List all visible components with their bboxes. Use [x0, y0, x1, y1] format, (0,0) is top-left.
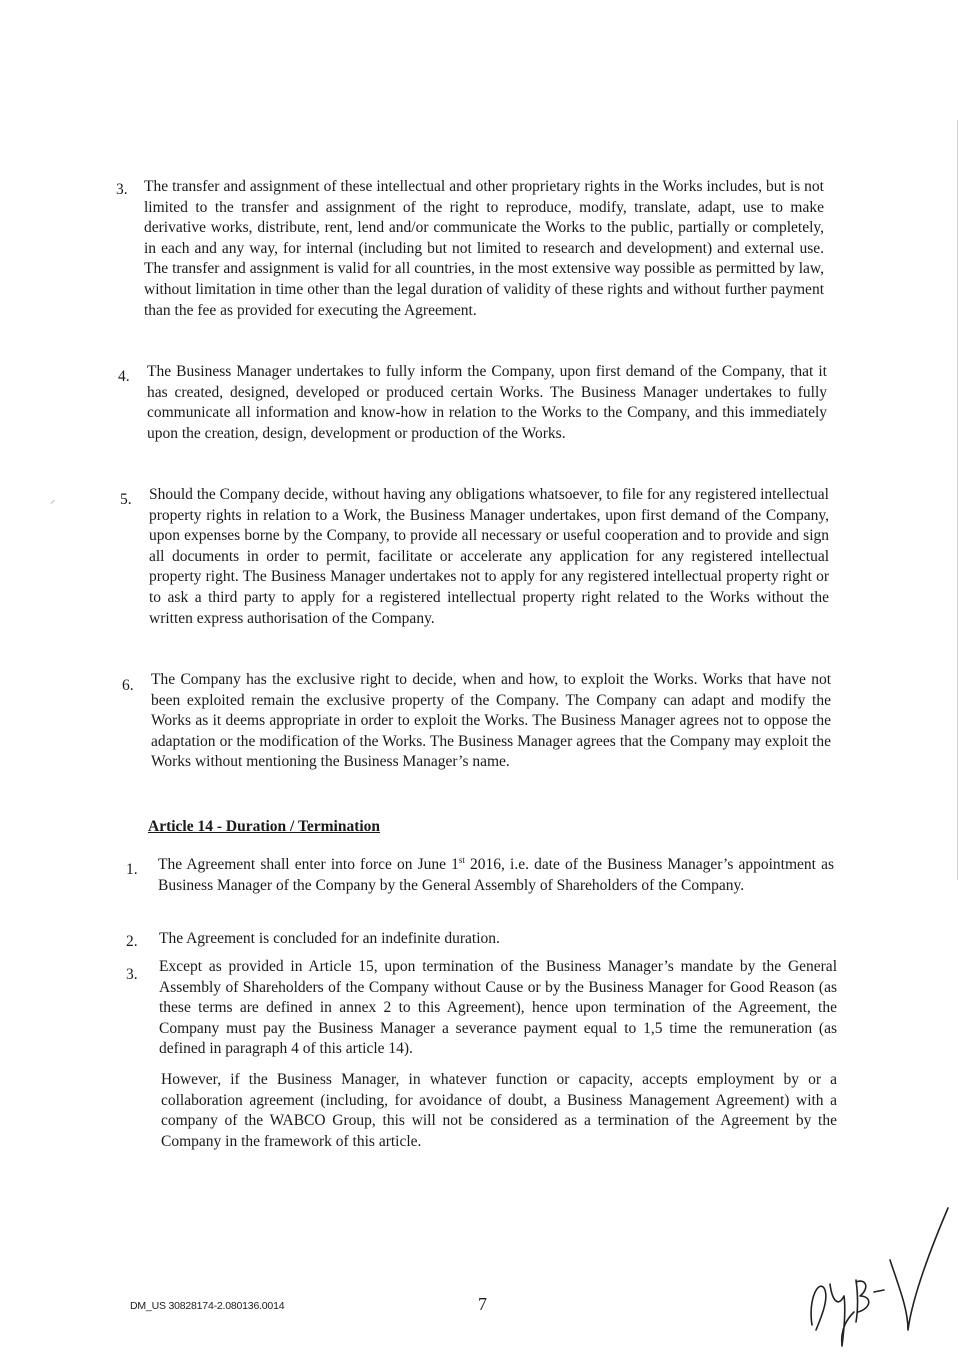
- article-heading: Article 14 - Duration / Termination: [148, 818, 381, 835]
- article-clause-text-after: 2016, i.e. date of the Business Manager’s appointment as Business Manager of the Company by the General Assembly of Shareholders of the Company.: [158, 856, 834, 894]
- article-clause-text: [158, 855, 834, 896]
- page-number: 7: [478, 1294, 487, 1314]
- article-clause-number: 3.: [126, 966, 138, 983]
- document-reference: DM_US 30828174-2.080136.0014: [130, 1300, 285, 1312]
- article-clause-text-before: The Agreement shall enter into force on June 1: [158, 856, 459, 873]
- clause-text: The Business Manager undertakes to fully inform the Company, upon first demand of the Company, that it has created, designed, developed or produced certain Works. The Business Manager undertakes to fully communicate all information and know-how in relation to the Works to the Company, and this immediately upon the creation, design, development or production of the Works.: [147, 363, 827, 442]
- article-clause-number: 1.: [126, 861, 138, 878]
- article-clause-text: The Agreement is concluded for an indefinite duration.: [159, 930, 500, 947]
- clause-number: 4.: [118, 368, 130, 385]
- handwritten-signature: [800, 1200, 950, 1350]
- article-clause-number: 2.: [126, 933, 138, 950]
- clause-number: 5.: [120, 491, 132, 508]
- scan-mark: ⸝: [50, 494, 56, 506]
- article-clause-text: Except as provided in Article 15, upon termination of the Business Manager’s mandate by the General Assembly of Shareholders of the Company without Cause or by the Business Manager for Good Reason (as these terms are defined in annex 2 to this Agreement), hence upon termination of the Agreement, the Company must pay the Business Manager a severance payment equal to 1,5 time the remuneration (as defined in paragraph 4 of this article 14).: [159, 958, 837, 1058]
- clause-text: The transfer and assignment of these intellectual and other proprietary rights in the Works includes, but is not limited to the transfer and assignment of the right to reproduce, modify, translate, adapt, use to make derivative works, distribute, rent, lend and/or communicate the Works to the public, partially or completely, in each and any way, for internal (including but not limited to research and development) and external use. The transfer and assignment is valid for all countries, in the most extensive way possible as permitted by law, without limitation in time other than the legal duration of validity of these rights and without further payment than the fee as provided for executing the Agreement.: [144, 178, 824, 319]
- clause-text: Should the Company decide, without having any obligations whatsoever, to file for any registered intellectual property rights in relation to a Work, the Business Manager undertakes, upon first demand of the Company, upon expenses borne by the Company, to provide all necessary or useful cooperation and to provide and sign all documents in order to permit, facilitate or accelerate any application for any registered intellectual property right. The Business Manager undertakes not to apply for any registered intellectual property right or to ask a third party to apply for a registered intellectual property right related to the Works without the written express authorisation of the Company.: [149, 486, 829, 627]
- clause-number: 6.: [122, 677, 134, 694]
- superscript-ordinal: st: [458, 854, 465, 865]
- clause-number: 3.: [116, 181, 128, 198]
- article-clause-continuation: However, if the Business Manager, in whatever function or capacity, accepts employment by or a collaboration agreement (including, for avoidance of doubt, a Business Management Agreement) with a company of the WABCO Group, this will not be considered as a termination of the Agreement by the Company in the framework of this article.: [161, 1071, 837, 1150]
- clause-text: The Company has the exclusive right to decide, when and how, to exploit the Works. Works that have not been exploited remain the exclusive property of the Company. The Company can adapt and modify the Works as it deems appropriate in order to exploit the Works. The Business Manager agrees not to oppose the adaptation or the modification of the Works. The Business Manager agrees that the Company may exploit the Works without mentioning the Business Manager’s name.: [151, 671, 831, 771]
- scan-edge-line: [957, 120, 958, 880]
